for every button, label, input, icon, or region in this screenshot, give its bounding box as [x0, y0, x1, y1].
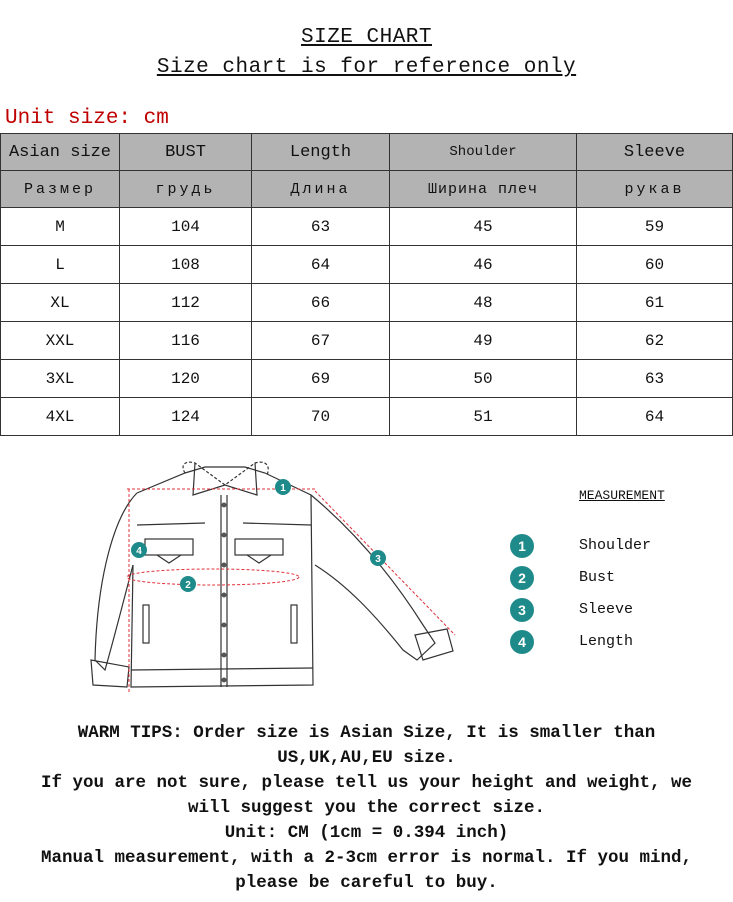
tip-line: US,UK,AU,EU size. [277, 748, 456, 768]
cell-bust: 112 [120, 284, 252, 322]
cell-sleeve: 60 [577, 246, 733, 284]
legend-label: Sleeve [579, 601, 634, 618]
tip-line: Manual measurement, with a 2-3cm error is normal. If you mind, [40, 848, 693, 868]
tip-line: please be careful to buy. [235, 873, 498, 893]
table-header-row-ru [1, 171, 733, 208]
cell-size: XXL [1, 322, 120, 360]
cell-sleeve: 61 [577, 284, 733, 322]
header-bust: BUST [120, 134, 252, 171]
cell-length: 63 [252, 208, 390, 246]
cell-length: 66 [252, 284, 390, 322]
cell-bust: 120 [120, 360, 252, 398]
cell-length: 67 [252, 322, 390, 360]
page-title: SIZE CHART [300, 26, 433, 49]
cell-shoulder: 48 [390, 284, 577, 322]
cell-bust: 116 [120, 322, 252, 360]
cell-shoulder: 51 [390, 398, 577, 436]
header-shoulder: Shoulder [390, 134, 577, 171]
table-header-row [1, 134, 733, 171]
marker-3-icon: 3 [510, 598, 534, 622]
page-subtitle: Size chart is for reference only [156, 56, 577, 79]
header-sleeve: Sleeve [577, 134, 733, 171]
header-sleeve-ru: рукав [577, 171, 733, 208]
legend-label: Bust [579, 569, 616, 586]
table-row [1, 284, 733, 322]
cell-sleeve: 59 [577, 208, 733, 246]
cell-bust: 108 [120, 246, 252, 284]
table-row [1, 322, 733, 360]
cell-shoulder: 49 [390, 322, 577, 360]
table-row [1, 360, 733, 398]
svg-text:4: 4 [136, 546, 142, 557]
table-row [1, 398, 733, 436]
header-shoulder-ru: Ширина плеч [390, 171, 577, 208]
cell-size: XL [1, 284, 120, 322]
size-table [0, 133, 733, 436]
table-row [1, 246, 733, 284]
cell-length: 70 [252, 398, 390, 436]
cell-size: 3XL [1, 360, 120, 398]
marker-2-icon: 2 [510, 566, 534, 590]
svg-text:1: 1 [280, 483, 286, 494]
header-length: Length [252, 134, 390, 171]
cell-bust: 124 [120, 398, 252, 436]
cell-shoulder: 50 [390, 360, 577, 398]
header-bust-ru: грудь [120, 171, 252, 208]
header-size-ru: Размер [1, 171, 120, 208]
cell-shoulder: 45 [390, 208, 577, 246]
measurement-title: MEASUREMENT [579, 488, 665, 503]
tip-line: Unit: CM (1cm = 0.394 inch) [224, 823, 509, 843]
tip-line: WARM TIPS: Order size is Asian Size, It is smaller than [77, 723, 656, 743]
cell-sleeve: 63 [577, 360, 733, 398]
cell-sleeve: 62 [577, 322, 733, 360]
tip-line: will suggest you the correct size. [187, 798, 546, 818]
svg-text:2: 2 [185, 580, 191, 591]
warm-tips [0, 721, 733, 896]
cell-size: M [1, 208, 120, 246]
cell-bust: 104 [120, 208, 252, 246]
cell-shoulder: 46 [390, 246, 577, 284]
table-row [1, 208, 733, 246]
legend-label: Length [579, 633, 634, 650]
header-asian-size: Asian size [1, 134, 120, 171]
cell-sleeve: 64 [577, 398, 733, 436]
header-length-ru: Длина [252, 171, 390, 208]
marker-1-icon: 1 [510, 534, 534, 558]
legend-label: Shoulder [579, 537, 652, 554]
jacket-diagram [85, 455, 475, 705]
marker-4-icon: 4 [510, 630, 534, 654]
cell-size: 4XL [1, 398, 120, 436]
tip-line: If you are not sure, please tell us your height and weight, we [40, 773, 693, 793]
cell-size: L [1, 246, 120, 284]
cell-length: 64 [252, 246, 390, 284]
cell-length: 69 [252, 360, 390, 398]
unit-label: Unit size: cm [5, 107, 169, 130]
svg-text:3: 3 [375, 554, 381, 565]
